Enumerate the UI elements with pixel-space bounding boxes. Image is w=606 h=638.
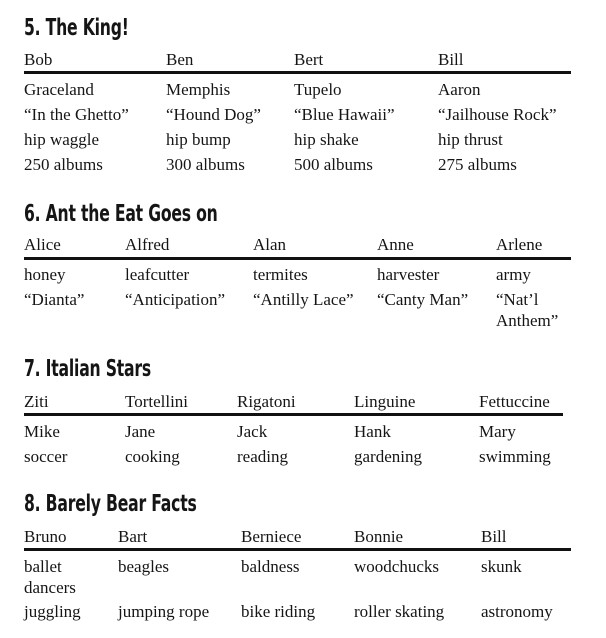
column-header: Bert	[294, 50, 324, 69]
column-header: Bart	[118, 527, 148, 546]
table-cell: “Hound Dog”	[166, 105, 261, 124]
table-cell: “Blue Hawaii”	[294, 105, 395, 124]
column-header: Bill	[438, 50, 464, 69]
section-title: 6. Ant the Eat Goes on	[24, 201, 218, 227]
column-header: Fettuccine	[479, 392, 550, 411]
table-cell: Aaron	[438, 80, 481, 99]
section-title: 8. Barely Bear Facts	[24, 491, 197, 517]
table-cell: jumping rope	[118, 602, 210, 621]
table-cell: Tupelo	[294, 80, 342, 99]
table-cell: ballet dancers	[24, 557, 76, 597]
table-cell: 250 albums	[24, 155, 103, 174]
column-header: Berniece	[241, 527, 302, 546]
table-cell: woodchucks	[354, 557, 439, 576]
table-cell: 275 albums	[438, 155, 517, 174]
table-cell: Hank	[354, 422, 391, 441]
table-cell: “In the Ghetto”	[24, 105, 129, 124]
column-header: Alfred	[125, 235, 170, 254]
table-cell: Memphis	[166, 80, 231, 99]
table-cell: 300 albums	[166, 155, 245, 174]
table-cell: soccer	[24, 447, 68, 466]
column-header: Arlene	[496, 235, 543, 254]
column-header: Ziti	[24, 392, 49, 411]
header-rule	[24, 257, 571, 260]
table-cell: gardening	[354, 447, 422, 466]
table-cell: “Antilly Lace”	[253, 290, 354, 309]
column-header: Alice	[24, 235, 61, 254]
table-cell: Jack	[237, 422, 268, 441]
table-cell: Mary	[479, 422, 516, 441]
column-header: Bruno	[24, 527, 67, 546]
table-cell: honey	[24, 265, 66, 284]
section-title: 5. The King!	[24, 15, 129, 41]
column-header: Rigatoni	[237, 392, 296, 411]
table-cell: “Canty Man”	[377, 290, 469, 309]
table-cell: army	[496, 265, 531, 284]
table-cell: cooking	[125, 447, 180, 466]
table-cell: astronomy	[481, 602, 553, 621]
table-cell: skunk	[481, 557, 522, 576]
table-cell: hip waggle	[24, 130, 100, 149]
table-cell: beagles	[118, 557, 169, 576]
column-header: Bill	[481, 527, 507, 546]
table-cell: baldness	[241, 557, 300, 576]
table-cell: “Anticipation”	[125, 290, 226, 309]
column-header: Bonnie	[354, 527, 404, 546]
table-cell: hip thrust	[438, 130, 503, 149]
column-header: Anne	[377, 235, 414, 254]
column-header: Linguine	[354, 392, 416, 411]
table-cell: “Jailhouse Rock”	[438, 105, 557, 124]
section-title: 7. Italian Stars	[24, 356, 152, 382]
table-cell: termites	[253, 265, 308, 284]
header-rule	[24, 71, 571, 74]
column-header: Ben	[166, 50, 194, 69]
table-cell: 500 albums	[294, 155, 373, 174]
table-cell: hip shake	[294, 130, 359, 149]
table-cell: swimming	[479, 447, 551, 466]
table-cell: Mike	[24, 422, 60, 441]
table-cell: Graceland	[24, 80, 94, 99]
column-header: Tortellini	[125, 392, 189, 411]
header-rule	[24, 413, 563, 416]
table-cell: harvester	[377, 265, 440, 284]
table-cell: Jane	[125, 422, 156, 441]
table-cell: “Dianta”	[24, 290, 85, 309]
header-rule	[24, 548, 571, 551]
column-header: Alan	[253, 235, 287, 254]
table-cell: hip bump	[166, 130, 231, 149]
table-cell: “Nat’l Anthem”	[496, 290, 559, 330]
table-cell: bike riding	[241, 602, 316, 621]
table-cell: juggling	[24, 602, 81, 621]
column-header: Bob	[24, 50, 53, 69]
table-cell: leafcutter	[125, 265, 190, 284]
table-cell: reading	[237, 447, 288, 466]
table-cell: roller skating	[354, 602, 445, 621]
